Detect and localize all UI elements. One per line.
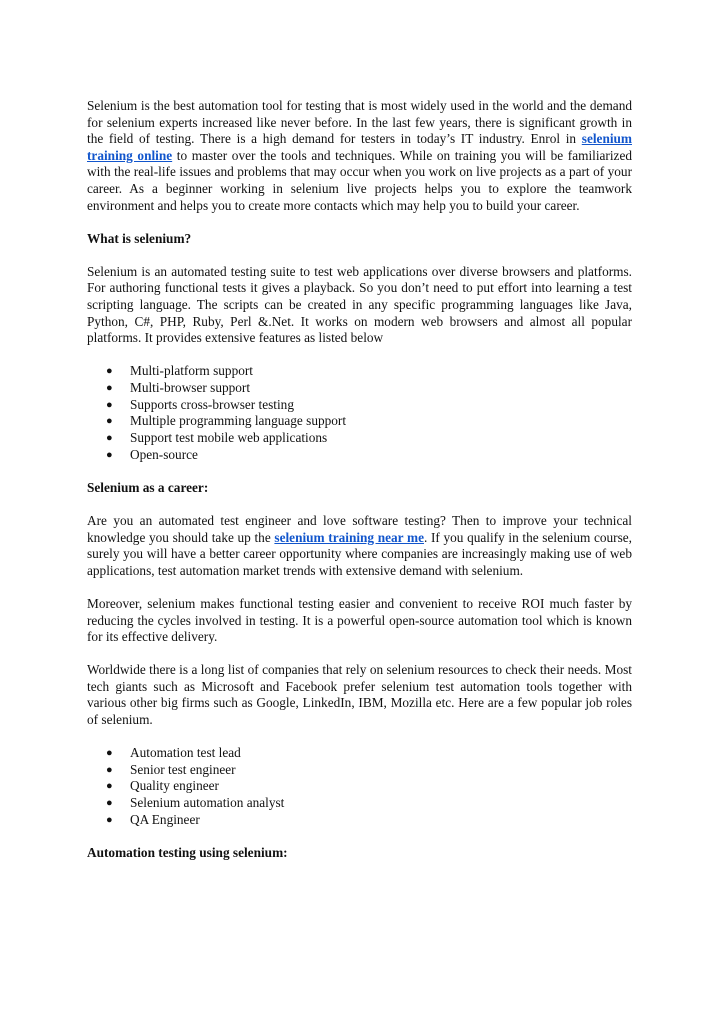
bullet-icon: ● xyxy=(106,432,113,445)
features-list xyxy=(87,363,632,463)
bullet-icon: ● xyxy=(106,780,113,793)
bullet-icon: ● xyxy=(106,763,113,776)
intro-paragraph xyxy=(87,98,632,214)
career-paragraph-3: Worldwide there is a long list of companies that rely on selenium resources to check their needs. Most tech giants such as Microsoft and Facebook prefer selenium test automation tools together with various other big firms such as Google, LinkedIn, IBM, Mozilla etc. Here are a few popular job roles of selenium. xyxy=(87,662,632,727)
list-item: ● Multi-platform support xyxy=(106,363,253,379)
list-item: ● Quality engineer xyxy=(106,778,219,794)
document-page xyxy=(87,98,632,878)
bullet-icon: ● xyxy=(106,448,113,461)
list-item: ● Multiple programming language support xyxy=(106,413,347,429)
list-item: ● Supports cross-browser testing xyxy=(106,396,294,412)
career-paragraph-2: Moreover, selenium makes functional testing easier and convenient to receive ROI much faster by reducing the cycles involved in testing. It is a powerful open-source automation tool which is known for its effective delivery. xyxy=(87,595,632,645)
list-item: ● Senior test engineer xyxy=(106,761,236,777)
bullet-icon: ● xyxy=(106,365,113,378)
bullet-icon: ● xyxy=(106,398,113,411)
bullet-icon: ● xyxy=(106,747,113,760)
career-paragraph-1: Are you an automated test engineer and love software testing? Then to improve your technical knowledge you should take up the selenium training near me. If you qualify in the selenium course, surely you will have a better career opportunity where companies are increasingly making use of web applications, test automation market trends with extensive demand with selenium. xyxy=(87,513,632,578)
what-is-selenium-heading: What is selenium? xyxy=(87,230,192,246)
bullet-icon: ● xyxy=(106,381,113,394)
list-item: ● Multi-browser support xyxy=(106,379,251,395)
intro-text-after-link: to master over the tools and techniques. While on training you will be familiarized with the real-life issues and problems that may occur when you work on live projects as a part of your career. As a beginner working in selenium live projects helps you to explore the teamwork environment and helps you to create more contacts which may help you to build your career. xyxy=(87,147,632,213)
intro-text-before-link: Selenium is the best automation tool for testing that is most widely used in the world and the demand for selenium experts increased like never before. In the last few years, there is significant growth in the field of testing. There is a high demand for testers in today’s IT industry. Enrol in xyxy=(87,98,632,147)
list-item: ● Selenium automation analyst xyxy=(106,795,285,811)
selenium-career-heading: Selenium as a career: xyxy=(87,479,209,495)
bullet-icon: ● xyxy=(106,797,113,810)
list-item: ● QA Engineer xyxy=(106,811,200,827)
list-item: ● Automation test lead xyxy=(106,745,241,761)
job-roles-list xyxy=(87,745,632,829)
list-item: ● Support test mobile web applications xyxy=(106,430,328,446)
bullet-icon: ● xyxy=(106,415,113,428)
list-item: ● Open-source xyxy=(106,446,198,462)
automation-testing-heading: Automation testing using selenium: xyxy=(87,845,288,861)
selenium-training-near-me-link[interactable]: selenium training near me xyxy=(274,529,424,545)
selenium-training-online-link[interactable]: selenium training online xyxy=(87,131,632,163)
bullet-icon: ● xyxy=(106,813,113,826)
what-is-selenium-paragraph: Selenium is an automated testing suite to test web applications over diverse browsers and platforms. For authoring functional tests it gives a playback. So you don’t need to put effort into learning a test scripting language. The scripts can be created in any specific programming languages like Java, Python, C#, PHP, Ruby, Perl &.Net. It works on modern web browsers and almost all popular platforms. It provides extensive features as listed below xyxy=(87,263,632,346)
